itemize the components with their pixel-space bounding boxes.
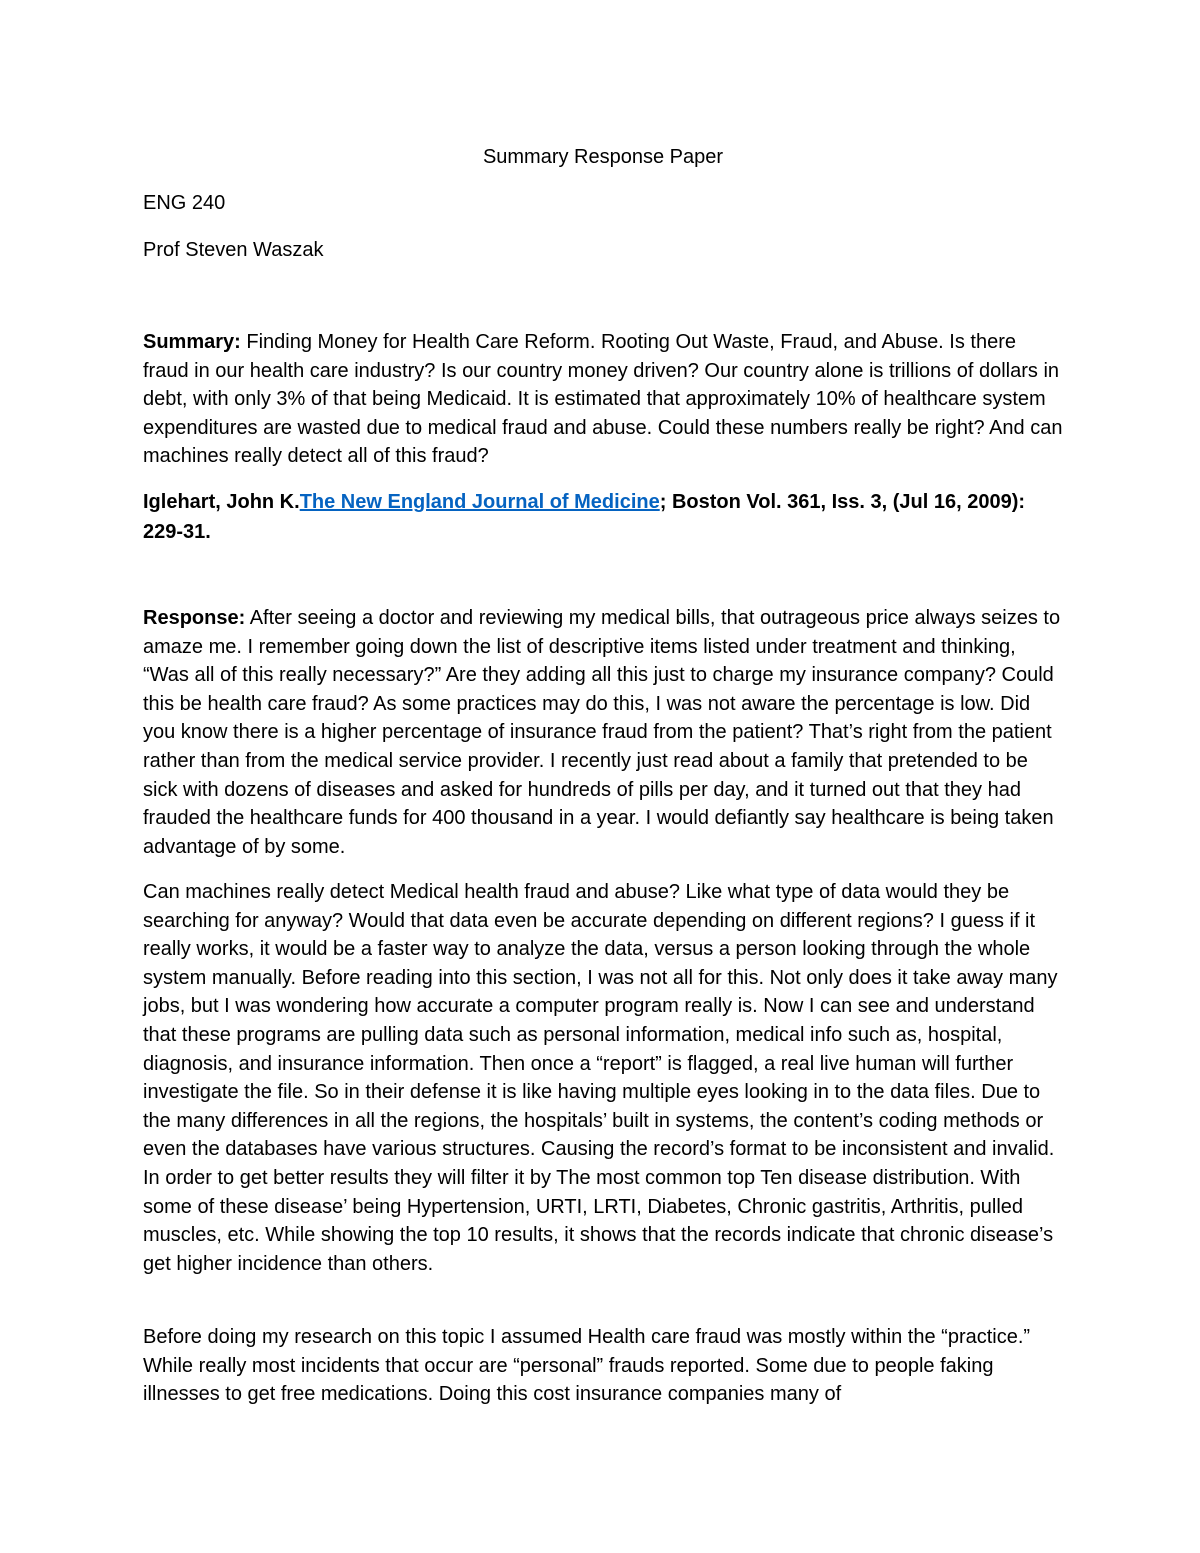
- citation-paragraph: [143, 487, 1063, 547]
- professor-name: Prof Steven Waszak: [143, 239, 324, 261]
- journal-link[interactable]: The New England Journal of Medicine: [299, 491, 660, 513]
- response-paragraph-1-text: After seeing a doctor and reviewing my medical bills, that outrageous price always seizes to amaze me. I remember going down the list of descriptive items listed under treatment and thinking, “Was all of this really necessary?” Are they adding all this just to charge my insurance company? Could this be health care fraud? As some practices may do this, I was not aware the percentage is low. Did you know there is a higher percentage of insurance fraud from the patient? That’s right from the patient rather than from the medical service provider. I recently just read about a family that pretended to be sick with dozens of diseases and asked for hundreds of pills per day, and it turned out that they had frauded the healthcare funds for 400 thousand in a year. I would defiantly say healthcare is being taken advantage of by some.: [143, 607, 1061, 858]
- response-paragraph-1: [143, 604, 1063, 861]
- response-label: Response:: [143, 607, 246, 629]
- citation-author: Iglehart, John K.: [143, 491, 300, 513]
- response-paragraph-3-block: [143, 1323, 1063, 1409]
- citation-section: [143, 487, 1063, 547]
- document-title: Summary Response Paper: [482, 146, 724, 168]
- summary-section: [143, 328, 1063, 471]
- citation-details: ; Boston Vol. 361, Iss. 3, (Jul 16, 2009): 229-31.: [143, 491, 1026, 543]
- course-code: ENG 240: [143, 192, 226, 214]
- response-paragraph-3: Before doing my research on this topic I assumed Health care fraud was mostly within the “practice.” While really most incidents that occur are “personal” frauds reported. Some due to people faking illnesses to get free medications. Doing this cost insurance companies many of: [143, 1326, 1031, 1406]
- response-paragraph-2: Can machines really detect Medical health fraud and abuse? Like what type of data would they be searching for anyway? Would that data even be accurate depending on different regions? I guess if it really works, it would be a faster way to analyze the data, versus a person looking through the whole system manually. Before reading into this section, I was not all for this. Not only does it take away many jobs, but I was wondering how accurate a computer program really is. Now I can see and understand that these programs are pulling data such as personal information, medical info such as, hospital, diagnosis, and insurance information. Then once a “report” is flagged, a real live human will further investigate the file. So in their defense it is like having multiple eyes looking in to the data files. Due to the many differences in all the regions, the hospitals’ built in systems, the content’s coding methods or even the databases have various structures. Causing the record’s format to be inconsistent and invalid. In order to get better results they will filter it by The most common top Ten disease distribution. With some of these disease’ being Hypertension, URTI, LRTI, Diabetes, Chronic gastritis, Arthritis, pulled muscles, etc. While showing the top 10 results, it shows that the records indicate that chronic disease’s get higher incidence than others.: [143, 881, 1058, 1275]
- response-section: [143, 604, 1063, 861]
- summary-label: Summary:: [143, 331, 241, 353]
- summary-text: Finding Money for Health Care Reform. Rooting Out Waste, Fraud, and Abuse. Is there fraud in our health care industry? Is our country money driven? Our country alone is trillions of dollars in debt, with only 3% of that being Medicaid. It is estimated that approximately 10% of healthcare system expenditures are wasted due to medical fraud and abuse. Could these numbers really be right? And can machines really detect all of this fraud?: [143, 331, 1063, 468]
- summary-paragraph: [143, 328, 1063, 471]
- response-paragraph-2-block: [143, 878, 1063, 1278]
